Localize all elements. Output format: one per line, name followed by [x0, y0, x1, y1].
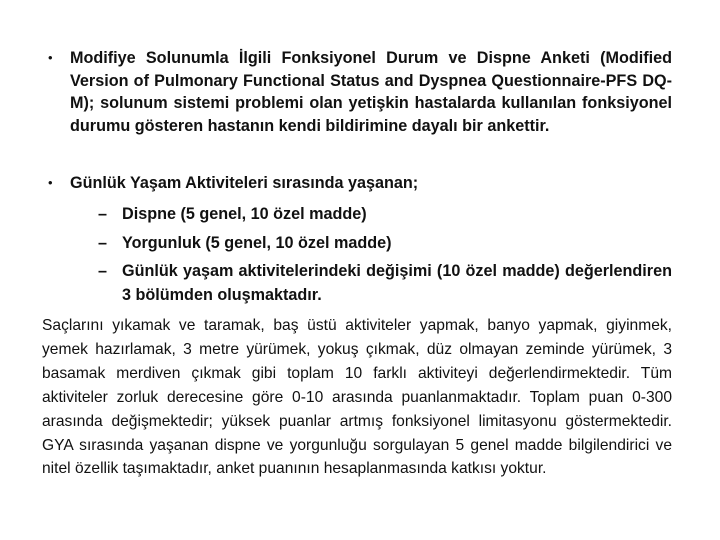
dash-marker: – — [98, 234, 108, 252]
sub-row — [98, 231, 672, 255]
body-paragraph: Saçlarını yıkamak ve taramak, baş üstü aktiviteler yapmak, banyo yapmak, giyinmek, yemek hazırlamak, 3 metre yürümek, yokuş çıkmak, düz olmayan zeminde yürümek, 3 basamak merdiven çıkmak gibi toplam 10 farklı aktiviteyi değerlendirmektedir. Tüm aktiviteler zorluk derecesine göre 0-10 arasında puanlanmaktadır. Toplam puan 0-300 arasında değişmektedir; yüksek puanlar artmış fonksiyonel limitasyonu göstermektedir. GYA sırasında yaşanan dispne ve yorgunluğu sorgulayan 5 genel madde bilgilendirici ve nitel özellik taşımaktadır, anket puanının hesaplanmasında katkısı yoktur. — [42, 317, 672, 478]
dash-marker: – — [98, 262, 108, 280]
sub-item-dyspnea — [98, 202, 672, 226]
sub-row — [98, 202, 672, 226]
bullet-row — [48, 172, 672, 195]
sub-row — [98, 259, 672, 307]
bullet-text: Günlük Yaşam Aktiviteleri sırasında yaşanan; — [70, 174, 419, 192]
sub-item-text: Yorgunluk (5 genel, 10 özel madde) — [122, 234, 392, 252]
bullet-row — [48, 47, 672, 137]
bullet-marker: • — [48, 175, 53, 190]
bullet-text: Modifiye Solunumla İlgili Fonksiyonel Durum ve Dispne Anketi (Modified Version of Pulmonary Functional Status and Dyspnea Questionnaire-PFS DQ-M); solunum sistemi problemi olan yetişkin hastalarda kullanılan fonksiyonel durumu gösteren hastanın kendi bildirimine dayalı bir ankettir. — [70, 49, 672, 135]
sub-item-text: Günlük yaşam aktivitelerindeki değişimi (10 özel madde) değerlendiren 3 bölümden oluşmaktadır. — [122, 262, 672, 304]
bullet-marker: • — [48, 50, 53, 65]
dash-marker: – — [98, 205, 108, 223]
sub-item-text: Dispne (5 genel, 10 özel madde) — [122, 205, 367, 223]
bullet-item-daily-activities — [48, 172, 672, 195]
bullet-item-pfsdq-definition — [48, 47, 672, 137]
sub-item-fatigue — [98, 231, 672, 255]
sub-item-activity-change — [98, 259, 672, 307]
